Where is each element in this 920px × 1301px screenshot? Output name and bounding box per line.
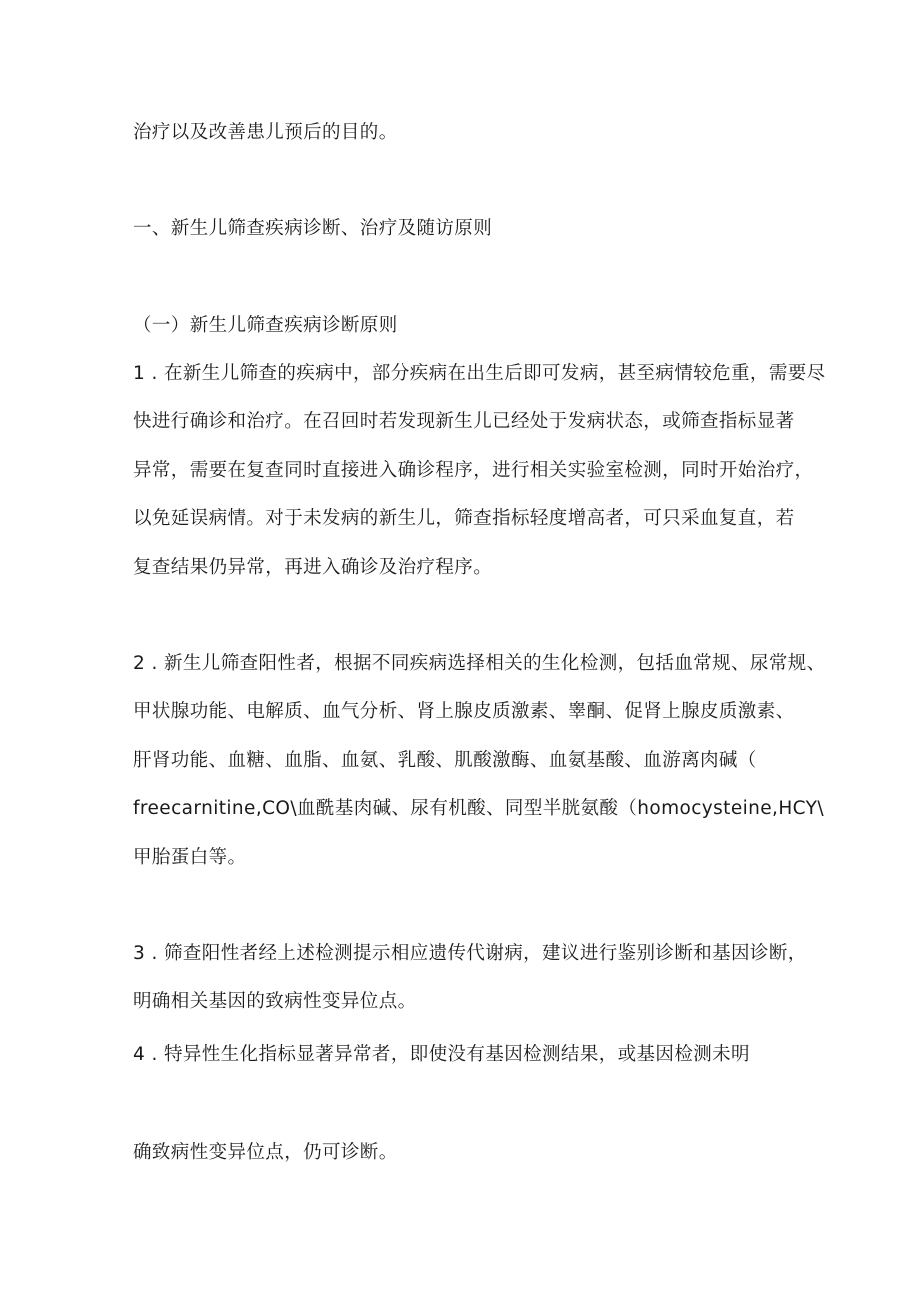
section-heading: 一、新生儿筛查疾病诊断、治疗及随访原则 (133, 218, 493, 239)
intro-tail-text: 治疗以及改善患儿预后的目的。 (133, 122, 398, 143)
paragraph-line: 肝肾功能、血糖、血脂、血氨、乳酸、肌酸激酶、血氨基酸、血游离肉碱（ (133, 750, 757, 771)
paragraph-line: 以免延误病情。对于未发病的新生儿，筛查指标轻度增高者，可只采血复直，若 (133, 508, 795, 529)
paragraph-line: 快进行确诊和治疗。在召回时若发现新生儿已经处于发病状态，或筛查指标显著 (133, 411, 795, 432)
paragraph-line: 4 . 特异性生化指标显著异常者，即使没有基因检测结果，或基因检测未明 (133, 1044, 750, 1065)
paragraph-line: 甲胎蛋白等。 (133, 847, 247, 868)
paragraph-line: freecarnitine,CO\血酰基肉碱、尿有机酸、同型半胱氨酸（homocysteine,HCY\ (133, 798, 824, 819)
paragraph-line: 复查结果仍异常，再进入确诊及治疗程序。 (133, 557, 493, 578)
paragraph-line: 明确相关基因的致病性变异位点。 (133, 991, 417, 1012)
paragraph-line: 异常，需要在复查同时直接进入确诊程序，进行相关实验室检测，同时开始治疗， (133, 460, 814, 481)
paragraph-line: 3 . 筛查阳性者经上述检测提示相应遗传代谢病，建议进行鉴别诊断和基因诊断， (133, 943, 807, 964)
paragraph-line: 甲状腺功能、电解质、血气分析、肾上腺皮质激素、睾酮、促肾上腺皮质激素、 (133, 701, 795, 722)
paragraph-line: 2 . 新生儿筛查阳性者，根据不同疾病选择相关的生化检测，包括血常规、尿常规、 (133, 653, 826, 674)
paragraph-line: 确致病性变异位点，仍可诊断。 (133, 1142, 398, 1163)
paragraph-line: 1 . 在新生儿筛查的疾病中，部分疾病在出生后即可发病，甚至病情较危重，需要尽 (133, 363, 826, 384)
subsection-heading: （一）新生儿筛查疾病诊断原则 (133, 315, 398, 336)
